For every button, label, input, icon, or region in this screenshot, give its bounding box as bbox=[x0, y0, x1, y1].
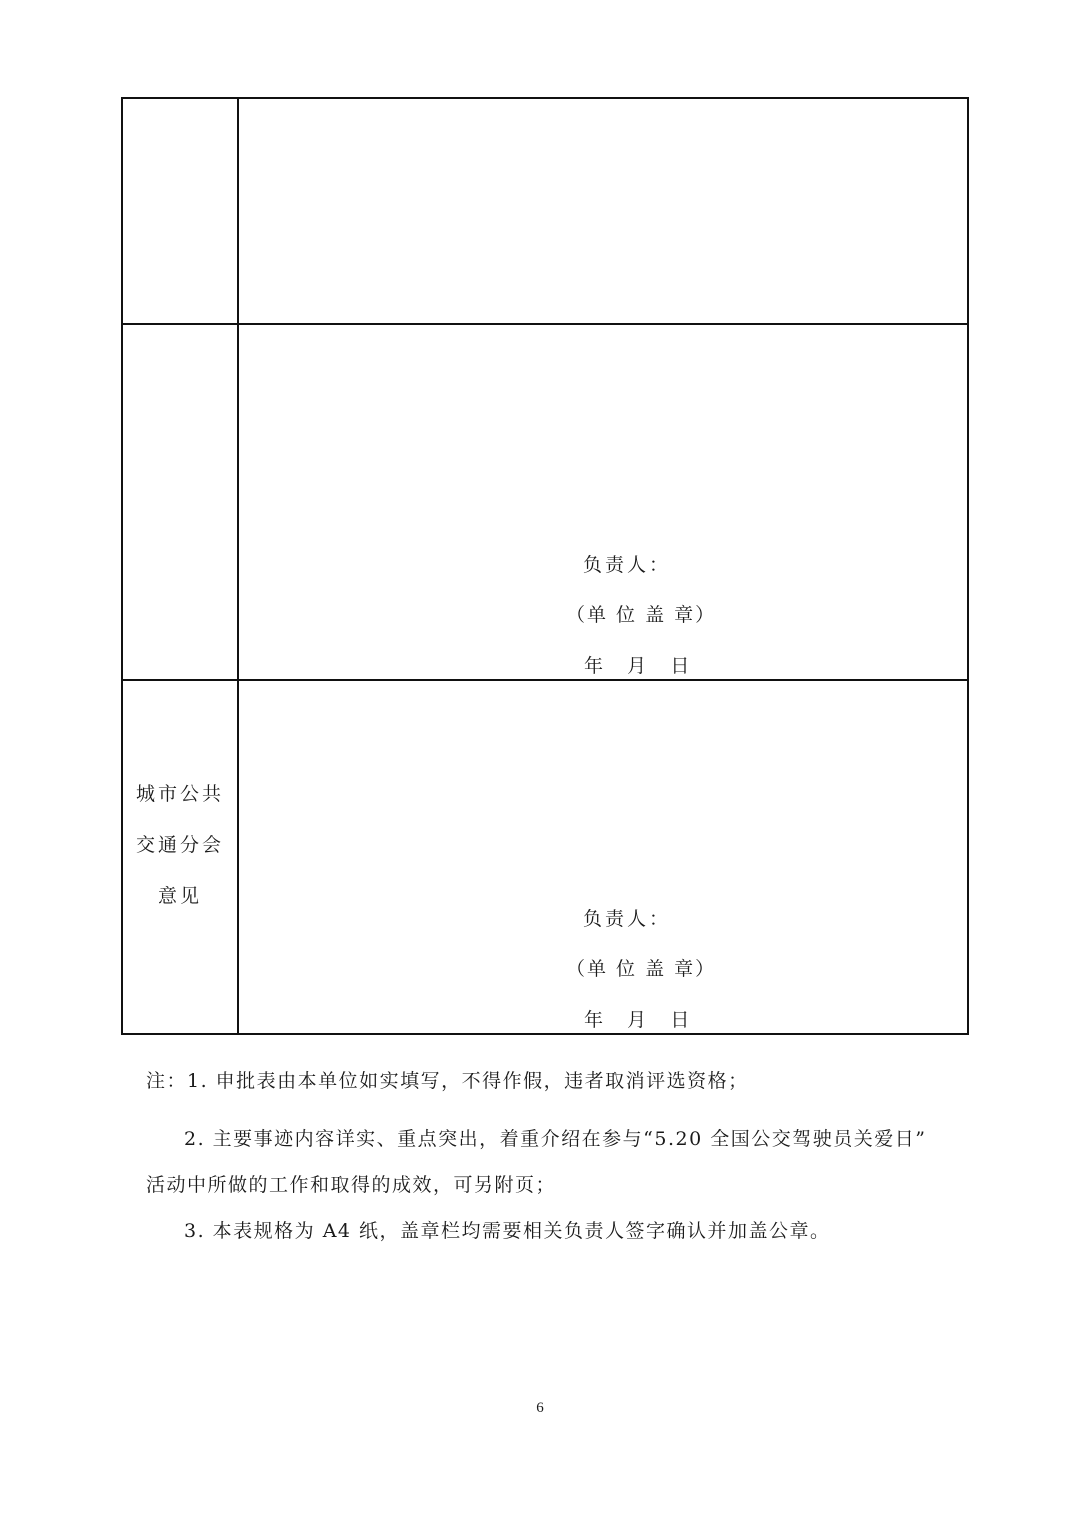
application-form-table bbox=[121, 97, 969, 1035]
page-number: 6 bbox=[536, 1400, 544, 1416]
responsible-person-label: 负责人： bbox=[583, 908, 672, 930]
row-1-label-cell bbox=[123, 99, 239, 323]
note-item-2-continued: 活动中所做的工作和取得的成效，可另附页； bbox=[146, 1174, 557, 1196]
row-1-content-cell[interactable] bbox=[239, 99, 967, 323]
form-row-2 bbox=[123, 325, 967, 681]
branch-opinion-label bbox=[123, 769, 237, 922]
responsible-person-label: 负责人： bbox=[583, 554, 672, 576]
date-label: 年 月 日 bbox=[584, 1009, 690, 1031]
row-3-content-cell[interactable] bbox=[239, 681, 967, 1035]
row-2-content-cell[interactable] bbox=[239, 325, 967, 679]
note-item-3: 3. 本表规格为 A4 纸，盖章栏均需要相关负责人签字确认并加盖公章。 bbox=[184, 1220, 831, 1242]
label-line: 城市公共 bbox=[135, 783, 224, 805]
form-row-3 bbox=[123, 681, 967, 1035]
unit-seal-label: （单 位 盖 章） bbox=[566, 604, 717, 626]
note-item-1: 注：1. 申批表由本单位如实填写，不得作假，违者取消评选资格； bbox=[146, 1070, 749, 1092]
row-2-label-cell bbox=[123, 325, 239, 679]
note-item-2: 2. 主要事迹内容详实、重点突出，着重介绍在参与“5.20 全国公交驾驶员关爱日” bbox=[184, 1128, 927, 1150]
date-label: 年 月 日 bbox=[584, 655, 690, 677]
unit-seal-label: （单 位 盖 章） bbox=[566, 958, 717, 980]
form-row-1 bbox=[123, 99, 967, 325]
label-line: 交通分会 bbox=[135, 834, 224, 856]
label-line: 意见 bbox=[157, 885, 202, 907]
row-3-label-cell bbox=[123, 681, 239, 1035]
